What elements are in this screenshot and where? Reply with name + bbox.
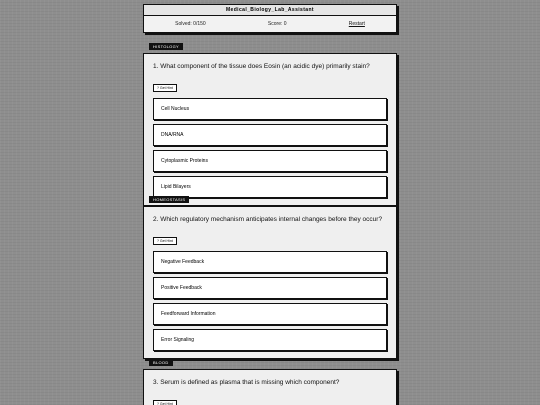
option-button[interactable]: Feedforward Information xyxy=(153,303,387,325)
header xyxy=(143,4,397,33)
question-card xyxy=(143,206,397,359)
get-hint-button[interactable]: ? Get Hint xyxy=(153,237,177,245)
get-hint-button[interactable]: ? Get Hint xyxy=(153,84,177,92)
option-button[interactable]: Error Signaling xyxy=(153,329,387,351)
restart-button[interactable]: Restart xyxy=(348,21,365,27)
option-button[interactable]: DNA/RNA xyxy=(153,124,387,146)
category-tag: HISTOLOGY xyxy=(149,43,183,50)
app-window xyxy=(143,4,397,33)
option-button[interactable]: Negative Feedback xyxy=(153,251,387,273)
question-section-3 xyxy=(143,351,397,405)
category-tag: HOMEOSTASIS xyxy=(149,196,189,203)
question-card xyxy=(143,53,397,206)
solved-counter: Solved: 0/150 xyxy=(175,21,206,27)
stats-bar xyxy=(144,16,396,32)
option-button[interactable]: Cytoplasmic Proteins xyxy=(153,150,387,172)
get-hint-button[interactable]: ? Get Hint xyxy=(153,400,177,405)
question-card xyxy=(143,369,397,405)
question-section-2 xyxy=(143,188,397,359)
question-text: 3. Serum is defined as plasma that is missing which component? xyxy=(153,379,340,386)
category-tag: BLOOD xyxy=(149,359,173,366)
score-counter: Score: 0 xyxy=(267,21,287,27)
option-button[interactable]: Positive Feedback xyxy=(153,277,387,299)
app-title: Medical_Biology_Lab_Assistant xyxy=(144,5,396,16)
option-button[interactable]: Cell Nucleus xyxy=(153,98,387,120)
options-list xyxy=(153,251,387,351)
question-text: 1. What component of the tissue does Eosin (an acidic dye) primarily stain? xyxy=(153,63,370,70)
options-list xyxy=(153,98,387,198)
question-section-1 xyxy=(143,35,397,206)
question-text: 2. Which regulatory mechanism anticipates internal changes before they occur? xyxy=(153,216,383,223)
option-button[interactable]: Lipid Bilayers xyxy=(153,176,387,198)
